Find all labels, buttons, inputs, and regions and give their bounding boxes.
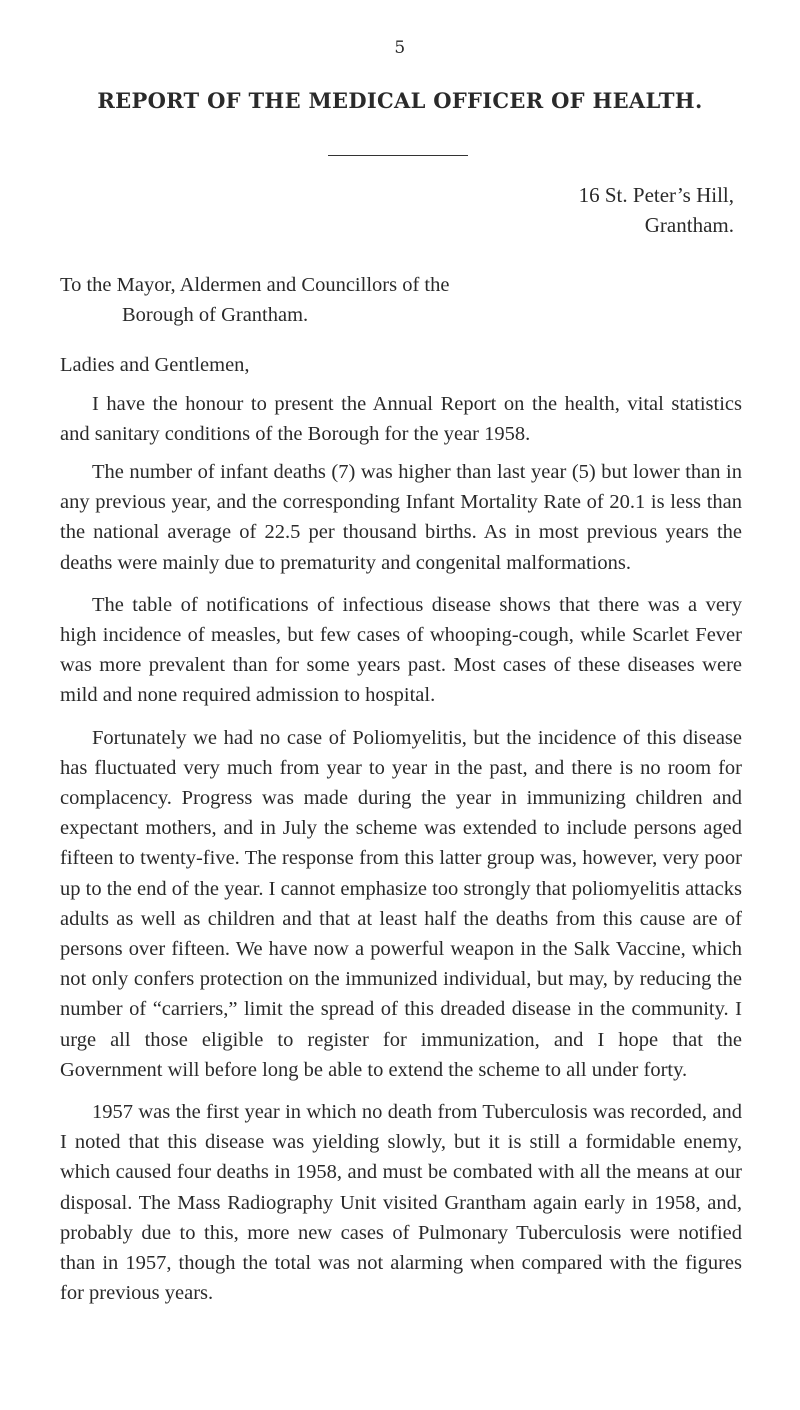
paragraph-infectious-disease: The table of notifications of infectious disease shows that there was a very high incidence of measles, but few cases of whooping-cough, while Scarlet Fever was more prevalent than for some years past. Most cases of these diseases were mild and none required admission to hospital. bbox=[60, 593, 742, 707]
address-line-1: 16 St. Peter’s Hill, bbox=[578, 183, 734, 207]
paragraph-infant-deaths: The number of infant deaths (7) was higher than last year (5) but lower than in any previous year, and the corresponding Infant Mortality Rate of 20.1 is less than the national average of 22.5 per thousand births. As in most previous years the deaths were mainly due to prematurity and congenital malformations. bbox=[60, 461, 742, 574]
addressee-line-2: Borough of Grantham. bbox=[122, 304, 309, 327]
title-divider bbox=[328, 155, 468, 156]
addressee-line-1: To the Mayor, Aldermen and Councillors of the bbox=[60, 274, 450, 296]
report-title: REPORT OF THE MEDICAL OFFICER OF HEALTH. bbox=[97, 88, 703, 113]
sender-address bbox=[0, 180, 734, 240]
paragraph-poliomyelitis: Fortunately we had no case of Poliomyelitis, but the incidence of this disease has fluctuated very much from year to year in the past, and there is no room for complacency. Progress was made during the year in immunizing children and expectant mothers, and in July the scheme was extended to include persons aged fifteen to twenty-five. The response from this latter group was, however, very poor up to the end of the year. I cannot emphasize too strongly that poliomyelitis attacks adults as well as children and that at least half the deaths from this cause are of persons over fifteen. We have now a powerful weapon in the Salk Vaccine, which not only confers protection on the immunized individual, but may, by reducing the number of “carriers,” limit the spread of this dreaded disease in the community. I urge all those eligible to register for immunization, and I hope that the Government will before long be able to extend the scheme to all under forty. bbox=[60, 726, 742, 1081]
paragraph-intro: I have the honour to present the Annual Report on the health, vital statistics and sanitary conditions of the Borough for the year 1958. bbox=[60, 392, 742, 445]
addressee bbox=[60, 270, 742, 330]
page-number: 5 bbox=[394, 38, 406, 58]
address-line-2: Grantham. bbox=[644, 213, 734, 237]
letter-body bbox=[60, 270, 742, 1309]
paragraph-tuberculosis: 1957 was the first year in which no death from Tuberculosis was recorded, and I noted that this disease was yielding slowly, but it is still a formidable enemy, which caused four deaths in 1958, and must be combated with all the means at our disposal. The Mass Radiography Unit visited Grantham again early in 1958, and, probably due to this, more new cases of Pulmonary Tuberculosis were notified than in 1957, though the total was not alarming when compared with the figures for previous years. bbox=[60, 1101, 742, 1305]
greeting: Ladies and Gentlemen, bbox=[60, 354, 250, 377]
